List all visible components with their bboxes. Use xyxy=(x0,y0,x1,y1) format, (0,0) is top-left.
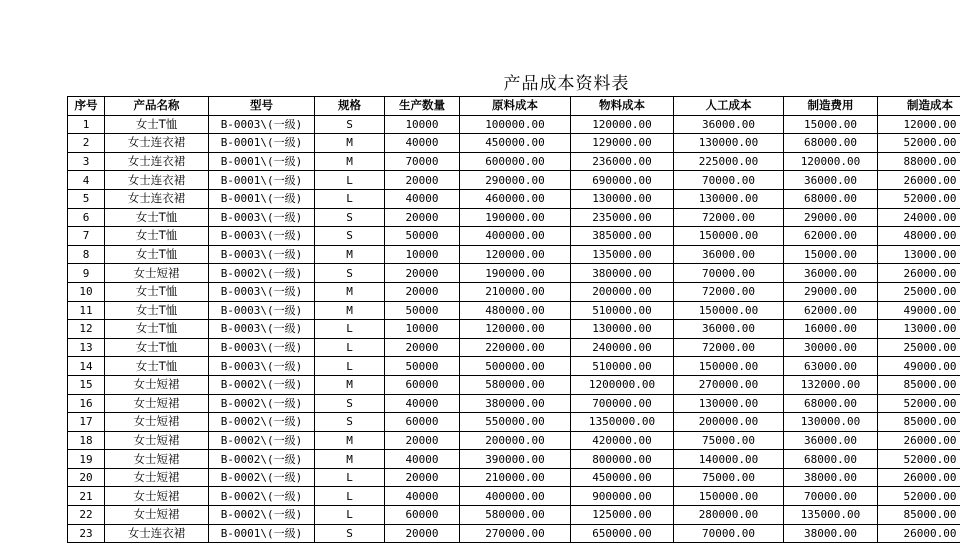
cell-overhead[interactable]: 16000.00 xyxy=(784,320,878,339)
cell-spec[interactable]: L xyxy=(315,357,385,376)
table-row xyxy=(68,468,960,487)
cell-raw-cost[interactable]: 580000.00 xyxy=(460,375,571,394)
cell-material-cost[interactable]: 510000.00 xyxy=(571,301,674,320)
cell-seq[interactable]: 8 xyxy=(68,245,105,264)
cell-material-cost[interactable]: 130000.00 xyxy=(571,189,674,208)
cell-quantity[interactable]: 50000 xyxy=(385,227,460,246)
cell-material-cost[interactable]: 236000.00 xyxy=(571,152,674,171)
cell-labor-cost[interactable]: 280000.00 xyxy=(674,506,784,525)
cell-raw-cost[interactable]: 190000.00 xyxy=(460,264,571,283)
cell-spec[interactable]: L xyxy=(315,189,385,208)
header-cell-seq[interactable]: 序号 xyxy=(68,97,105,116)
cell-seq[interactable]: 4 xyxy=(68,171,105,190)
cell-quantity[interactable]: 40000 xyxy=(385,134,460,153)
cell-labor-cost[interactable]: 130000.00 xyxy=(674,189,784,208)
cell-spec[interactable]: L xyxy=(315,468,385,487)
cell-product-name[interactable]: 女士T恤 xyxy=(105,282,209,301)
cell-raw-cost[interactable]: 550000.00 xyxy=(460,413,571,432)
cell-manufacturing-cost[interactable]: 85000.00 xyxy=(878,375,960,394)
cell-quantity[interactable]: 40000 xyxy=(385,394,460,413)
cell-labor-cost[interactable]: 150000.00 xyxy=(674,357,784,376)
cell-seq[interactable]: 13 xyxy=(68,338,105,357)
cell-overhead[interactable]: 15000.00 xyxy=(784,245,878,264)
cell-product-name[interactable]: 女士短裙 xyxy=(105,264,209,283)
table-body xyxy=(68,115,960,543)
table-row xyxy=(68,450,960,469)
cell-seq[interactable]: 23 xyxy=(68,524,105,543)
header-cell-quantity[interactable]: 生产数量 xyxy=(385,97,460,116)
table-row xyxy=(68,208,960,227)
header-cell-model[interactable]: 型号 xyxy=(209,97,315,116)
cell-product-name[interactable]: 女士T恤 xyxy=(105,357,209,376)
cell-model[interactable]: B-0003\(一级) xyxy=(209,282,315,301)
cell-spec[interactable]: S xyxy=(315,115,385,134)
cell-material-cost[interactable]: 380000.00 xyxy=(571,264,674,283)
cell-product-name[interactable]: 女士短裙 xyxy=(105,413,209,432)
cell-material-cost[interactable]: 200000.00 xyxy=(571,282,674,301)
cell-model[interactable]: B-0002\(一级) xyxy=(209,506,315,525)
cell-overhead[interactable]: 38000.00 xyxy=(784,468,878,487)
cell-spec[interactable]: M xyxy=(315,301,385,320)
cell-overhead[interactable]: 15000.00 xyxy=(784,115,878,134)
cell-material-cost[interactable]: 510000.00 xyxy=(571,357,674,376)
cell-overhead[interactable]: 63000.00 xyxy=(784,357,878,376)
cell-labor-cost[interactable]: 150000.00 xyxy=(674,301,784,320)
cell-labor-cost[interactable]: 36000.00 xyxy=(674,320,784,339)
table-row xyxy=(68,171,960,190)
cell-manufacturing-cost[interactable]: 26000.00 xyxy=(878,524,960,543)
cell-material-cost[interactable]: 700000.00 xyxy=(571,394,674,413)
cell-product-name[interactable]: 女士短裙 xyxy=(105,487,209,506)
table-row xyxy=(68,134,960,153)
cell-seq[interactable]: 16 xyxy=(68,394,105,413)
cell-overhead[interactable]: 132000.00 xyxy=(784,375,878,394)
cell-raw-cost[interactable]: 460000.00 xyxy=(460,189,571,208)
cell-raw-cost[interactable]: 400000.00 xyxy=(460,227,571,246)
cell-quantity[interactable]: 20000 xyxy=(385,524,460,543)
cell-model[interactable]: B-0002\(一级) xyxy=(209,394,315,413)
cell-seq[interactable]: 6 xyxy=(68,208,105,227)
cell-labor-cost[interactable]: 36000.00 xyxy=(674,245,784,264)
cell-model[interactable]: B-0003\(一级) xyxy=(209,245,315,264)
cell-seq[interactable]: 12 xyxy=(68,320,105,339)
cell-model[interactable]: B-0001\(一级) xyxy=(209,152,315,171)
header-row xyxy=(68,97,960,116)
cell-seq[interactable]: 1 xyxy=(68,115,105,134)
cell-quantity[interactable]: 50000 xyxy=(385,301,460,320)
table-row xyxy=(68,506,960,525)
cell-quantity[interactable]: 20000 xyxy=(385,171,460,190)
cell-labor-cost[interactable]: 70000.00 xyxy=(674,171,784,190)
cell-seq[interactable]: 9 xyxy=(68,264,105,283)
cell-product-name[interactable]: 女士T恤 xyxy=(105,338,209,357)
cell-model[interactable]: B-0002\(一级) xyxy=(209,264,315,283)
cell-labor-cost[interactable]: 36000.00 xyxy=(674,115,784,134)
cell-model[interactable]: B-0002\(一级) xyxy=(209,487,315,506)
cell-spec[interactable]: L xyxy=(315,171,385,190)
cell-quantity[interactable]: 60000 xyxy=(385,413,460,432)
cell-material-cost[interactable]: 235000.00 xyxy=(571,208,674,227)
cell-material-cost[interactable]: 690000.00 xyxy=(571,171,674,190)
cell-quantity[interactable]: 20000 xyxy=(385,468,460,487)
cell-material-cost[interactable]: 385000.00 xyxy=(571,227,674,246)
cell-raw-cost[interactable]: 290000.00 xyxy=(460,171,571,190)
cell-model[interactable]: B-0003\(一级) xyxy=(209,301,315,320)
cell-manufacturing-cost[interactable]: 25000.00 xyxy=(878,338,960,357)
cell-labor-cost[interactable]: 225000.00 xyxy=(674,152,784,171)
table-row xyxy=(68,320,960,339)
cell-overhead[interactable]: 62000.00 xyxy=(784,301,878,320)
cell-model[interactable]: B-0003\(一级) xyxy=(209,338,315,357)
cell-quantity[interactable]: 40000 xyxy=(385,487,460,506)
cell-product-name[interactable]: 女士连衣裙 xyxy=(105,134,209,153)
cost-table xyxy=(67,96,960,543)
cell-manufacturing-cost[interactable]: 52000.00 xyxy=(878,487,960,506)
cell-raw-cost[interactable]: 210000.00 xyxy=(460,282,571,301)
cell-overhead[interactable]: 29000.00 xyxy=(784,282,878,301)
cell-spec[interactable]: S xyxy=(315,394,385,413)
cell-labor-cost[interactable]: 75000.00 xyxy=(674,431,784,450)
cell-seq[interactable]: 10 xyxy=(68,282,105,301)
cell-raw-cost[interactable]: 450000.00 xyxy=(460,134,571,153)
header-cell-labor-cost[interactable]: 人工成本 xyxy=(674,97,784,116)
cell-raw-cost[interactable]: 210000.00 xyxy=(460,468,571,487)
cell-labor-cost[interactable]: 270000.00 xyxy=(674,375,784,394)
cell-overhead[interactable]: 68000.00 xyxy=(784,450,878,469)
cell-raw-cost[interactable]: 190000.00 xyxy=(460,208,571,227)
cell-overhead[interactable]: 38000.00 xyxy=(784,524,878,543)
cell-overhead[interactable]: 36000.00 xyxy=(784,264,878,283)
table-row xyxy=(68,431,960,450)
cell-material-cost[interactable]: 1200000.00 xyxy=(571,375,674,394)
header-cell-overhead[interactable]: 制造费用 xyxy=(784,97,878,116)
cell-manufacturing-cost[interactable]: 26000.00 xyxy=(878,468,960,487)
cell-quantity[interactable]: 50000 xyxy=(385,357,460,376)
header-cell-spec[interactable]: 规格 xyxy=(315,97,385,116)
cell-spec[interactable]: M xyxy=(315,282,385,301)
cell-seq[interactable]: 17 xyxy=(68,413,105,432)
cell-overhead[interactable]: 36000.00 xyxy=(784,431,878,450)
cell-labor-cost[interactable]: 150000.00 xyxy=(674,227,784,246)
cell-material-cost[interactable]: 130000.00 xyxy=(571,320,674,339)
cell-model[interactable]: B-0001\(一级) xyxy=(209,524,315,543)
table-row xyxy=(68,487,960,506)
cell-product-name[interactable]: 女士短裙 xyxy=(105,506,209,525)
cell-raw-cost[interactable]: 400000.00 xyxy=(460,487,571,506)
cell-overhead[interactable]: 30000.00 xyxy=(784,338,878,357)
cell-overhead[interactable]: 135000.00 xyxy=(784,506,878,525)
cell-model[interactable]: B-0002\(一级) xyxy=(209,431,315,450)
cell-model[interactable]: B-0003\(一级) xyxy=(209,227,315,246)
cell-overhead[interactable]: 70000.00 xyxy=(784,487,878,506)
cell-quantity[interactable]: 10000 xyxy=(385,245,460,264)
cell-spec[interactable]: L xyxy=(315,487,385,506)
cell-spec[interactable]: L xyxy=(315,506,385,525)
cell-quantity[interactable]: 40000 xyxy=(385,450,460,469)
cell-manufacturing-cost[interactable]: 85000.00 xyxy=(878,506,960,525)
cell-manufacturing-cost[interactable]: 24000.00 xyxy=(878,208,960,227)
cell-manufacturing-cost[interactable]: 26000.00 xyxy=(878,264,960,283)
cell-manufacturing-cost[interactable]: 13000.00 xyxy=(878,245,960,264)
cell-quantity[interactable]: 60000 xyxy=(385,375,460,394)
cell-raw-cost[interactable]: 480000.00 xyxy=(460,301,571,320)
cell-spec[interactable]: S xyxy=(315,227,385,246)
table-row xyxy=(68,338,960,357)
header-cell-manufacturing-cost[interactable]: 制造成本 xyxy=(878,97,960,116)
cell-seq[interactable]: 20 xyxy=(68,468,105,487)
cell-manufacturing-cost[interactable]: 52000.00 xyxy=(878,134,960,153)
cell-raw-cost[interactable]: 580000.00 xyxy=(460,506,571,525)
sheet-title: 产品成本资料表 xyxy=(0,73,960,95)
cell-material-cost[interactable]: 450000.00 xyxy=(571,468,674,487)
cell-manufacturing-cost[interactable]: 85000.00 xyxy=(878,413,960,432)
cell-spec[interactable]: M xyxy=(315,245,385,264)
cell-material-cost[interactable]: 800000.00 xyxy=(571,450,674,469)
cell-labor-cost[interactable]: 200000.00 xyxy=(674,413,784,432)
cell-quantity[interactable]: 20000 xyxy=(385,208,460,227)
cell-labor-cost[interactable]: 72000.00 xyxy=(674,208,784,227)
cell-seq[interactable]: 5 xyxy=(68,189,105,208)
cell-spec[interactable]: S xyxy=(315,413,385,432)
cell-raw-cost[interactable]: 390000.00 xyxy=(460,450,571,469)
cell-overhead[interactable]: 130000.00 xyxy=(784,413,878,432)
cell-model[interactable]: B-0002\(一级) xyxy=(209,468,315,487)
cell-labor-cost[interactable]: 130000.00 xyxy=(674,394,784,413)
cell-quantity[interactable]: 40000 xyxy=(385,189,460,208)
cell-quantity[interactable]: 20000 xyxy=(385,431,460,450)
cell-overhead[interactable]: 120000.00 xyxy=(784,152,878,171)
cell-raw-cost[interactable]: 100000.00 xyxy=(460,115,571,134)
cell-product-name[interactable]: 女士T恤 xyxy=(105,245,209,264)
cell-quantity[interactable]: 20000 xyxy=(385,264,460,283)
cell-overhead[interactable]: 68000.00 xyxy=(784,134,878,153)
cell-seq[interactable]: 3 xyxy=(68,152,105,171)
cell-quantity[interactable]: 10000 xyxy=(385,115,460,134)
cell-seq[interactable]: 15 xyxy=(68,375,105,394)
cell-spec[interactable]: M xyxy=(315,375,385,394)
cell-material-cost[interactable]: 1350000.00 xyxy=(571,413,674,432)
cell-raw-cost[interactable]: 200000.00 xyxy=(460,431,571,450)
cell-manufacturing-cost[interactable]: 26000.00 xyxy=(878,171,960,190)
cell-product-name[interactable]: 女士T恤 xyxy=(105,208,209,227)
cell-manufacturing-cost[interactable]: 12000.00 xyxy=(878,115,960,134)
cell-seq[interactable]: 7 xyxy=(68,227,105,246)
table-row xyxy=(68,245,960,264)
cell-product-name[interactable]: 女士连衣裙 xyxy=(105,171,209,190)
cell-model[interactable]: B-0002\(一级) xyxy=(209,450,315,469)
cell-spec[interactable]: M xyxy=(315,450,385,469)
table-row xyxy=(68,375,960,394)
cell-spec[interactable]: S xyxy=(315,524,385,543)
header-cell-material-cost[interactable]: 物料成本 xyxy=(571,97,674,116)
cell-quantity[interactable]: 10000 xyxy=(385,320,460,339)
cell-seq[interactable]: 18 xyxy=(68,431,105,450)
cell-model[interactable]: B-0002\(一级) xyxy=(209,413,315,432)
table-row xyxy=(68,152,960,171)
cell-material-cost[interactable]: 240000.00 xyxy=(571,338,674,357)
cell-manufacturing-cost[interactable]: 25000.00 xyxy=(878,282,960,301)
cell-material-cost[interactable]: 125000.00 xyxy=(571,506,674,525)
cell-seq[interactable]: 11 xyxy=(68,301,105,320)
cell-manufacturing-cost[interactable]: 52000.00 xyxy=(878,450,960,469)
cell-model[interactable]: B-0001\(一级) xyxy=(209,189,315,208)
cell-model[interactable]: B-0001\(一级) xyxy=(209,171,315,190)
cell-manufacturing-cost[interactable]: 52000.00 xyxy=(878,394,960,413)
cell-manufacturing-cost[interactable]: 88000.00 xyxy=(878,152,960,171)
cell-product-name[interactable]: 女士连衣裙 xyxy=(105,152,209,171)
cell-raw-cost[interactable]: 500000.00 xyxy=(460,357,571,376)
table-row xyxy=(68,357,960,376)
cell-spec[interactable]: M xyxy=(315,152,385,171)
cell-overhead[interactable]: 68000.00 xyxy=(784,189,878,208)
cell-manufacturing-cost[interactable]: 52000.00 xyxy=(878,189,960,208)
cell-manufacturing-cost[interactable]: 49000.00 xyxy=(878,357,960,376)
cell-model[interactable]: B-0002\(一级) xyxy=(209,375,315,394)
cell-labor-cost[interactable]: 140000.00 xyxy=(674,450,784,469)
cell-overhead[interactable]: 62000.00 xyxy=(784,227,878,246)
header-cell-raw-cost[interactable]: 原料成本 xyxy=(460,97,571,116)
cell-labor-cost[interactable]: 150000.00 xyxy=(674,487,784,506)
cell-model[interactable]: B-0003\(一级) xyxy=(209,208,315,227)
cell-product-name[interactable]: 女士连衣裙 xyxy=(105,189,209,208)
cell-spec[interactable]: L xyxy=(315,320,385,339)
table-row xyxy=(68,394,960,413)
cell-spec[interactable]: S xyxy=(315,264,385,283)
cell-spec[interactable]: S xyxy=(315,208,385,227)
cell-material-cost[interactable]: 650000.00 xyxy=(571,524,674,543)
table-row xyxy=(68,301,960,320)
cell-model[interactable]: B-0001\(一级) xyxy=(209,134,315,153)
header-cell-product-name[interactable]: 产品名称 xyxy=(105,97,209,116)
table-row xyxy=(68,264,960,283)
cell-product-name[interactable]: 女士T恤 xyxy=(105,320,209,339)
cell-spec[interactable]: M xyxy=(315,431,385,450)
cell-product-name[interactable]: 女士连衣裙 xyxy=(105,524,209,543)
cell-product-name[interactable]: 女士短裙 xyxy=(105,375,209,394)
cell-spec[interactable]: M xyxy=(315,134,385,153)
cell-product-name[interactable]: 女士T恤 xyxy=(105,115,209,134)
table-row xyxy=(68,413,960,432)
cell-raw-cost[interactable]: 120000.00 xyxy=(460,320,571,339)
cell-quantity[interactable]: 20000 xyxy=(385,338,460,357)
cell-material-cost[interactable]: 900000.00 xyxy=(571,487,674,506)
cell-overhead[interactable]: 36000.00 xyxy=(784,171,878,190)
cell-seq[interactable]: 22 xyxy=(68,506,105,525)
cell-labor-cost[interactable]: 72000.00 xyxy=(674,282,784,301)
cell-material-cost[interactable]: 129000.00 xyxy=(571,134,674,153)
cell-raw-cost[interactable]: 600000.00 xyxy=(460,152,571,171)
table-row xyxy=(68,282,960,301)
cell-product-name[interactable]: 女士T恤 xyxy=(105,301,209,320)
table-row xyxy=(68,189,960,208)
cell-seq[interactable]: 21 xyxy=(68,487,105,506)
cell-seq[interactable]: 2 xyxy=(68,134,105,153)
cell-seq[interactable]: 14 xyxy=(68,357,105,376)
cell-model[interactable]: B-0003\(一级) xyxy=(209,115,315,134)
cell-raw-cost[interactable]: 380000.00 xyxy=(460,394,571,413)
table-row xyxy=(68,227,960,246)
cell-spec[interactable]: L xyxy=(315,338,385,357)
cell-manufacturing-cost[interactable]: 49000.00 xyxy=(878,301,960,320)
cell-labor-cost[interactable]: 70000.00 xyxy=(674,264,784,283)
cell-product-name[interactable]: 女士短裙 xyxy=(105,431,209,450)
cell-labor-cost[interactable]: 75000.00 xyxy=(674,468,784,487)
cell-material-cost[interactable]: 135000.00 xyxy=(571,245,674,264)
cell-labor-cost[interactable]: 72000.00 xyxy=(674,338,784,357)
cell-overhead[interactable]: 29000.00 xyxy=(784,208,878,227)
cell-product-name[interactable]: 女士短裙 xyxy=(105,450,209,469)
cell-overhead[interactable]: 68000.00 xyxy=(784,394,878,413)
cell-raw-cost[interactable]: 120000.00 xyxy=(460,245,571,264)
cell-manufacturing-cost[interactable]: 26000.00 xyxy=(878,431,960,450)
cell-manufacturing-cost[interactable]: 48000.00 xyxy=(878,227,960,246)
cell-labor-cost[interactable]: 70000.00 xyxy=(674,524,784,543)
table-row xyxy=(68,115,960,134)
cell-quantity[interactable]: 20000 xyxy=(385,282,460,301)
cell-material-cost[interactable]: 120000.00 xyxy=(571,115,674,134)
cell-quantity[interactable]: 70000 xyxy=(385,152,460,171)
cell-raw-cost[interactable]: 270000.00 xyxy=(460,524,571,543)
cell-product-name[interactable]: 女士短裙 xyxy=(105,468,209,487)
cell-material-cost[interactable]: 420000.00 xyxy=(571,431,674,450)
cell-model[interactable]: B-0003\(一级) xyxy=(209,357,315,376)
cell-product-name[interactable]: 女士T恤 xyxy=(105,227,209,246)
cell-manufacturing-cost[interactable]: 13000.00 xyxy=(878,320,960,339)
cell-raw-cost[interactable]: 220000.00 xyxy=(460,338,571,357)
cell-model[interactable]: B-0003\(一级) xyxy=(209,320,315,339)
cell-labor-cost[interactable]: 130000.00 xyxy=(674,134,784,153)
cell-quantity[interactable]: 60000 xyxy=(385,506,460,525)
cell-product-name[interactable]: 女士短裙 xyxy=(105,394,209,413)
cell-seq[interactable]: 19 xyxy=(68,450,105,469)
